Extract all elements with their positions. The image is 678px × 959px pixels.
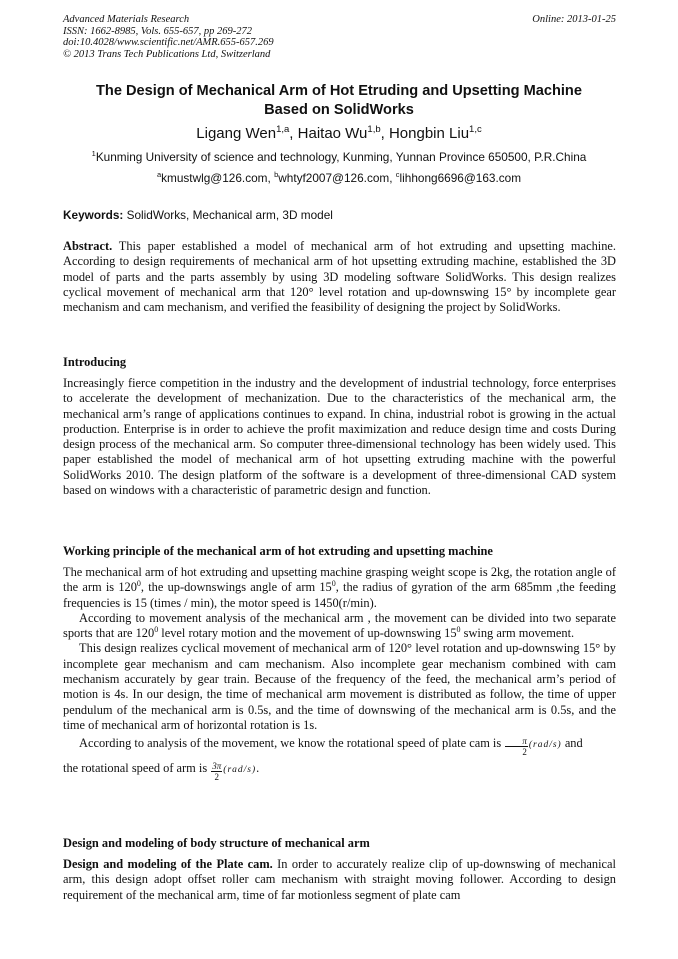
degree-superscript: 0 bbox=[154, 625, 159, 635]
intro-text: Increasingly fierce competition in the industry and the development of industrial technology, force enterprises to accelerate the development of mechanization. Due to the characteristics of the mechanical arm, the mechanical arm’s range of applications continues to expand. In china, industrial robot is growing in the actual production. Enterprise is in order to achieve the profit maximization and reduce design time and costs During design process of the mechanical arm. So computer three-dimensional technology has been widely used. This paper established the model of mechanical arm of hot upsetting extruding machine with the powerful SolidWorks 2010. The design platform of the software is a development of three-dimensional CAD system based on windows with a characteristic of parametric design and function. bbox=[63, 376, 616, 498]
email-superscript: c bbox=[395, 170, 400, 179]
author-name: Hongbin Liu bbox=[388, 125, 470, 142]
abstract bbox=[63, 239, 616, 315]
fraction-pi-over-2 bbox=[505, 736, 528, 757]
fraction-3pi-over-2 bbox=[211, 761, 222, 782]
working-paragraph-4 bbox=[63, 733, 616, 757]
section-heading-introducing: Introducing bbox=[63, 355, 127, 369]
author-superscript: 1,b bbox=[367, 124, 381, 135]
affiliation-superscript: 1 bbox=[91, 149, 96, 158]
text-run: . bbox=[256, 761, 260, 776]
fraction-numerator: 3π bbox=[212, 761, 222, 772]
working-paragraph-1 bbox=[63, 565, 616, 611]
keywords bbox=[63, 208, 616, 223]
text-run: , the up-downswings angle of arm 15 bbox=[140, 580, 332, 595]
email-link[interactable]: lihhong6696@163.com bbox=[399, 171, 522, 185]
text-run: , the radius of gyration of the arm 685mm ,the feeding frequencies is 15 (times / min), the motor speed is 1450(r/min). bbox=[63, 580, 616, 610]
fraction-denominator: 2 bbox=[522, 747, 527, 758]
paper-title bbox=[50, 82, 628, 119]
degree-superscript: 0 bbox=[456, 625, 461, 635]
section-heading-working-principle: Working principle of the mechanical arm of hot extruding and upsetting machine bbox=[63, 544, 493, 558]
working-paragraph-3: This design realizes cyclical movement of mechanical arm of 120° level rotation and up-downswing 15° by incomplete gear mechanism and cam mechanism. Also incomplete gear mechanism combined with cam mechanism accurately by gear train. Because of the frequency of the feed, the mechanical arm’s period of motion is 4s. In our design, the time of mechanical arm movement is distributed as follow, the time of upper pendulum of the mechanical arm is 0.5s, and the time of downswing of the mechanical arm is 0.5s, and the time of mechanical arm of horizontal rotation is 1s. bbox=[63, 641, 616, 732]
email-list bbox=[0, 171, 678, 186]
cam-subheading: Design and modeling of the Plate cam. bbox=[63, 857, 273, 871]
keywords-text: SolidWorks, Mechanical arm, 3D model bbox=[126, 208, 333, 222]
title-line-1: The Design of Mechanical Arm of Hot Etruding and Upsetting Machine bbox=[96, 83, 582, 99]
journal-name: Advanced Materials Research bbox=[63, 14, 190, 25]
abstract-label: Abstract. bbox=[63, 239, 113, 253]
email-superscript: a bbox=[156, 170, 162, 179]
text-run: and bbox=[564, 736, 583, 751]
degree-superscript: 0 bbox=[136, 579, 141, 589]
title-line-2: Based on SolidWorks bbox=[264, 101, 414, 118]
cam-text: In order to accurately realize clip of up-downswing of mechanical arm, this design adopt offset roller cam mechanism with straight moving follower. According to design requirement of the mechanical arm, time of far motionless segment of plate cam bbox=[63, 857, 616, 902]
journal-header bbox=[63, 14, 616, 60]
working-principle-body bbox=[63, 565, 616, 782]
text-run: The mechanical arm of hot extruding and upsetting machine grasping weight scope is 2kg, the rotation angle of the arm is 120 bbox=[63, 565, 616, 595]
online-date: Online: 2013-01-25 bbox=[532, 14, 616, 25]
email-link[interactable]: kmustwlg@126.com, bbox=[161, 171, 271, 185]
working-paragraph-5 bbox=[63, 757, 616, 782]
author-list: Ligang Wen$^{1,a}$, Haitao Wu$^{1,b}$, Hongbin Liu$^{1,c}$ bbox=[196, 124, 482, 142]
text-run: swing arm movement. bbox=[460, 626, 575, 641]
keywords-label: Keywords: bbox=[63, 208, 124, 222]
affiliation bbox=[0, 150, 678, 165]
author-superscript: 1,a bbox=[276, 124, 290, 135]
section-heading-design-modeling: Design and modeling of body structure of mechanical arm bbox=[63, 836, 370, 850]
cam-paragraph bbox=[63, 857, 616, 903]
unit-rad-per-s: (rad/s) bbox=[528, 740, 562, 751]
intro-paragraph bbox=[63, 376, 616, 498]
fraction-denominator: 2 bbox=[214, 772, 220, 783]
text-run: the rotational speed of arm is bbox=[63, 761, 208, 776]
author-name: Haitao Wu bbox=[297, 125, 368, 142]
author-superscript: 1,c bbox=[469, 124, 482, 135]
working-paragraph-2 bbox=[63, 611, 616, 642]
author-name: Ligang Wen bbox=[196, 125, 277, 142]
email-superscript: b bbox=[274, 170, 279, 179]
copyright-line: © 2013 Trans Tech Publications Ltd, Switzerland bbox=[63, 48, 271, 60]
degree-superscript: 0 bbox=[331, 579, 336, 589]
issn-line: ISSN: 1662-8985, Vols. 655-657, pp 269-272 bbox=[63, 25, 252, 37]
unit-rad-per-s: (rad/s) bbox=[223, 765, 257, 776]
abstract-text: This paper established a model of mechanical arm of hot extruding and upsetting machine. According to design requirements of mechanical arm of hot upsetting extruding machine, established the 3D model of parts and the parts assembly by using 3D modeling software SolidWorks. This design realizes cyclical movement of mechanical arm that 120° level rotation and up-downswing 15° by incomplete gear mechanism and cam mechanism, and verified the feasibility of designing the project by SolidWorks. bbox=[63, 239, 616, 315]
fraction-numerator: π bbox=[505, 736, 528, 747]
doi-line: doi:10.4028/www.scientific.net/AMR.655-657.269 bbox=[63, 37, 274, 48]
text-run: According to movement analysis of the mechanical arm , the movement can be divided into two separate sports that are 120 bbox=[63, 610, 616, 641]
email-link[interactable]: whtyf2007@126.com, bbox=[278, 171, 393, 185]
affiliation-text: Kunming University of science and technology, Kunming, Yunnan Province 650500, P.R.China bbox=[95, 150, 587, 164]
text-run: According to analysis of the movement, we know the rotational speed of plate cam is bbox=[79, 736, 502, 751]
text-run: level rotary motion and the movement of up-downswing 15 bbox=[158, 626, 457, 641]
